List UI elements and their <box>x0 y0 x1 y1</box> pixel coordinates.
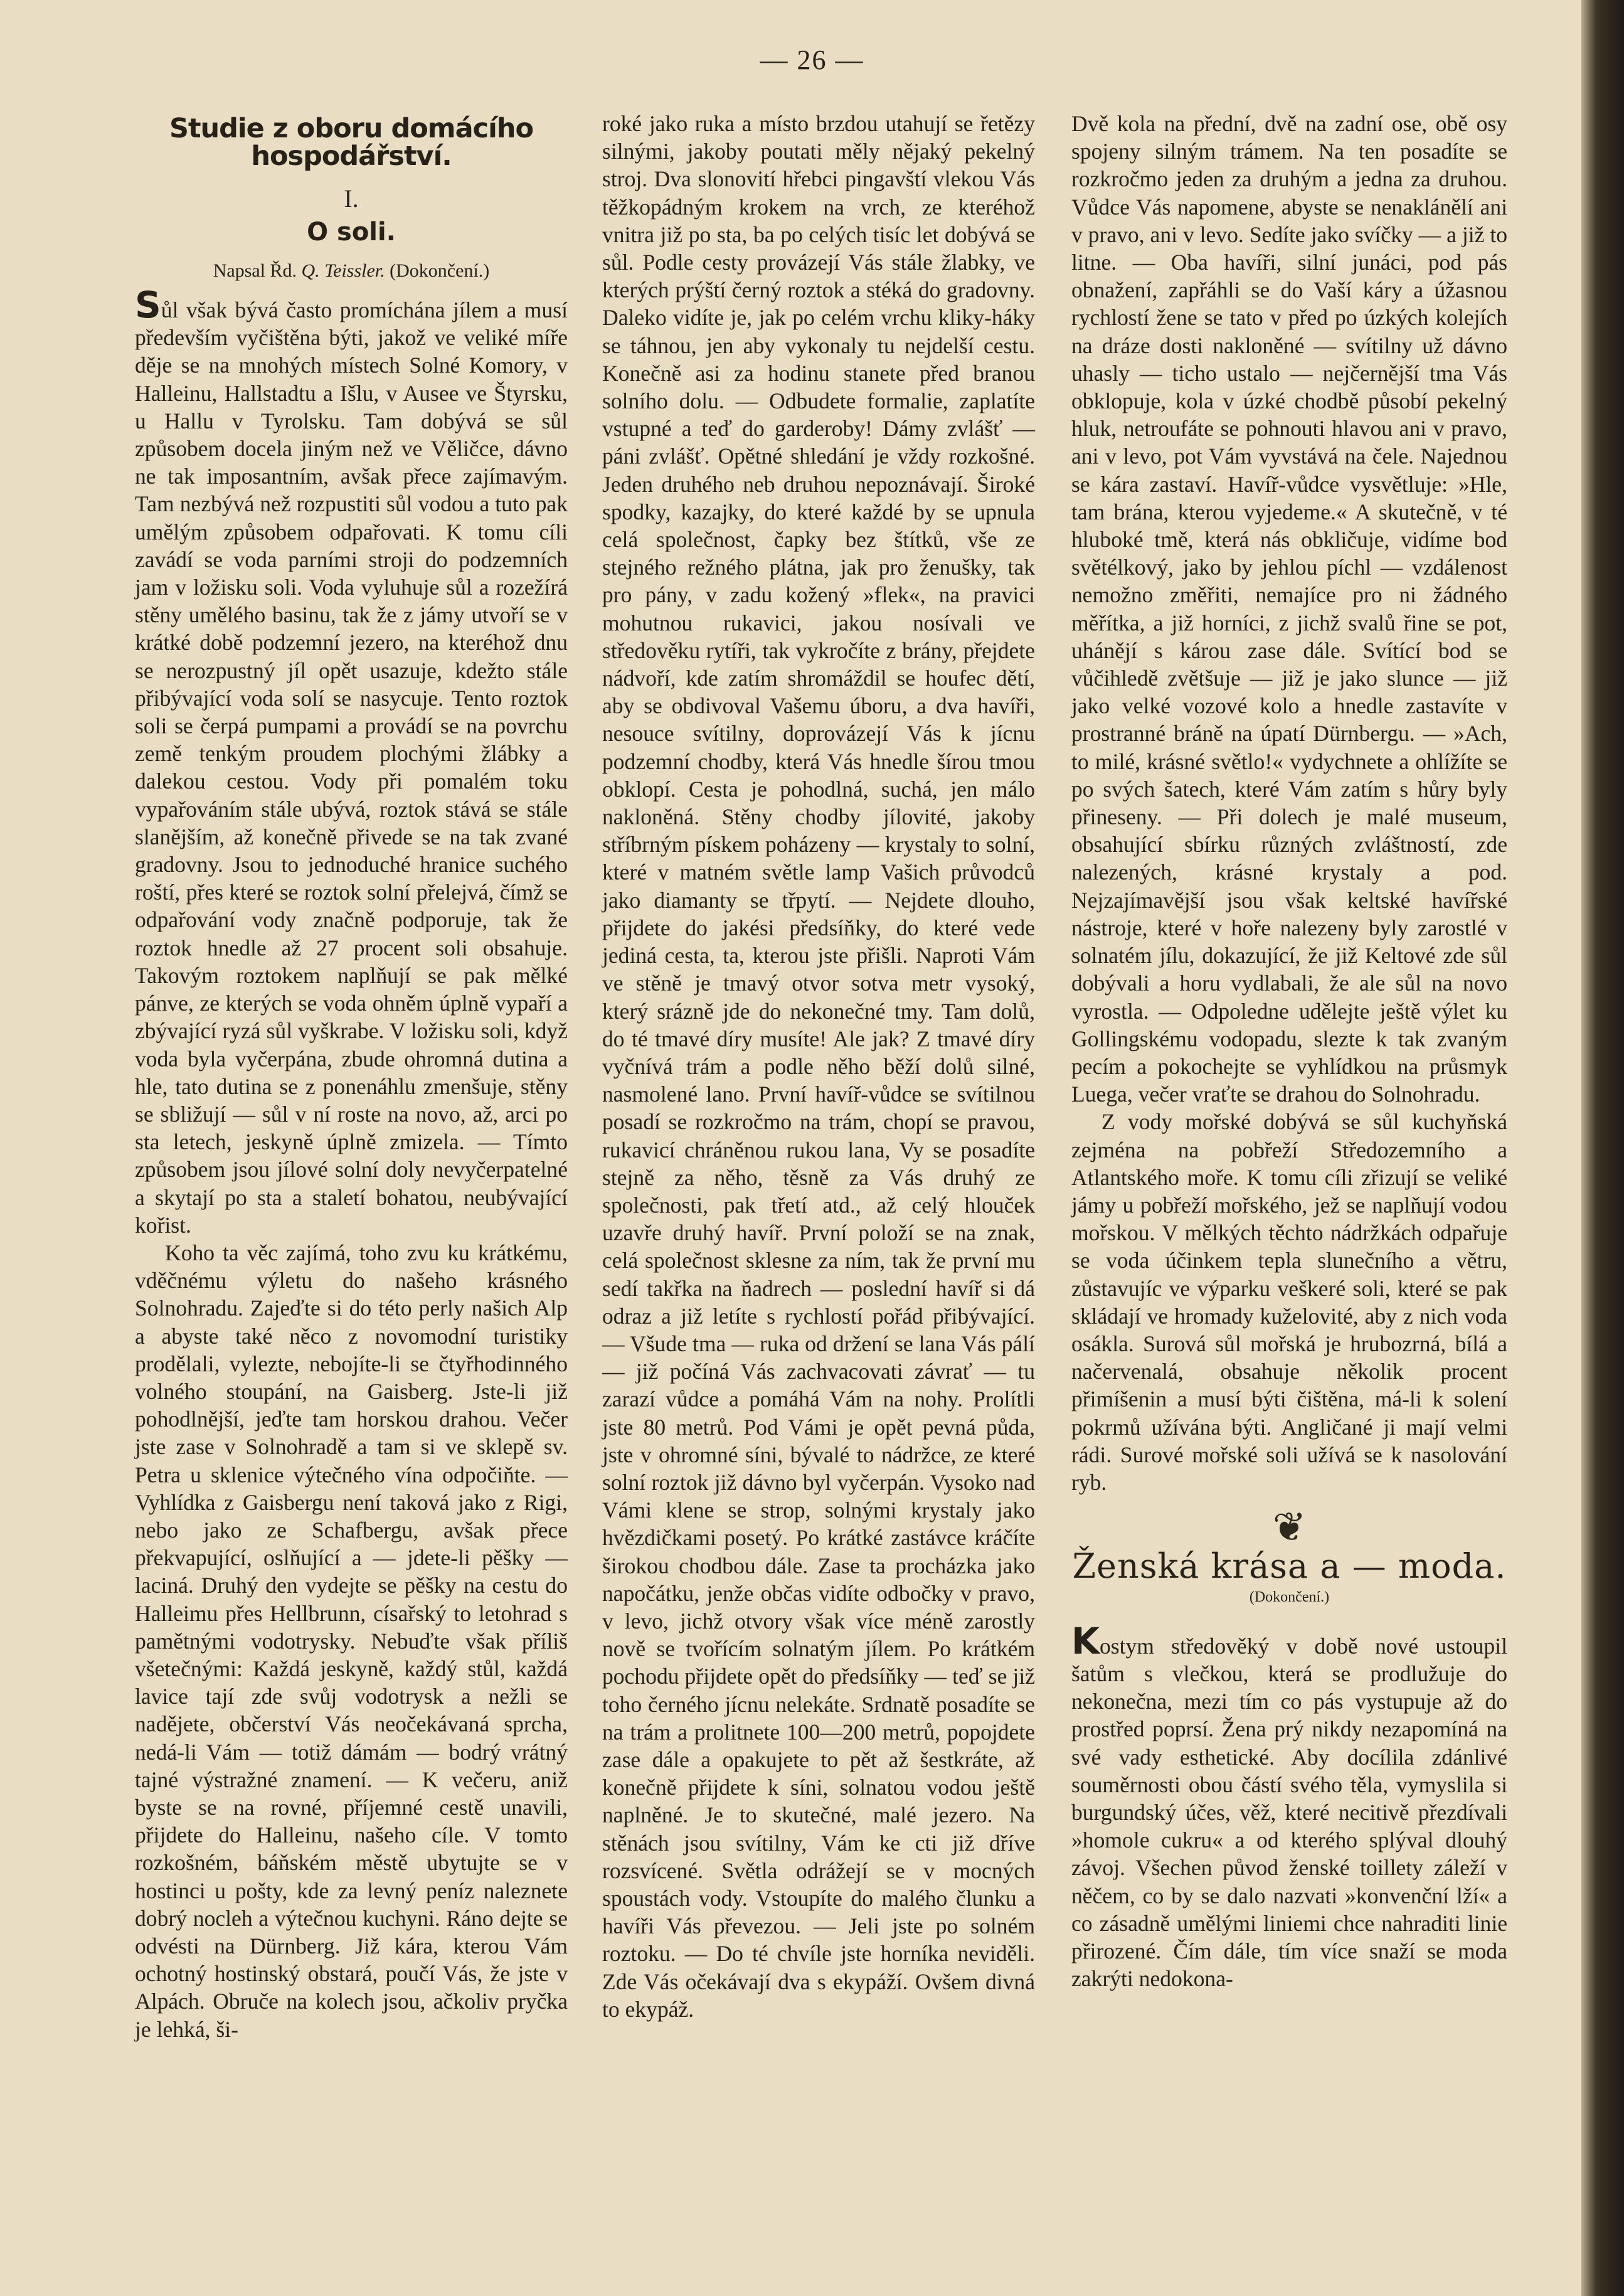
dropcap: S <box>135 284 161 327</box>
article-numeral: I. <box>344 184 359 213</box>
ornament-icon: ❦ <box>1272 1505 1307 1550</box>
dropcap: K <box>1071 1619 1100 1662</box>
paragraph: Dvě kola na přední, dvě na zadní ose, obě osy spojeny silným trámem. Na ten posadíte se rozkročmo jeden za druhým a jedna za druhou. Vůdce Vás napomene, abyste se nenaklánělí ani v pravo, ani v levo. Sedíte jako svíčky — a již to litne. — Oba havíři, silní junáci, pod pás obnažení, zapřáhli se do Vaší káry a úžasnou rychlostí žene se tato v před po úzkých kolejích na dráze dosti nakloněné — svítilny už dávno uhasly — ticho ustalo — nejčernější tma Vás obklopuje, kola v úzké chodbě působí pekelný hluk, netroufáte se pohnouti hlavou ani v pravo, ani v levo, pot Vám vyvstává na čele. Najednou se kára zastaví. Havíř-vůdce vysvětluje: »Hle, tam brána, kterou vyjedeme.« A skutečně, v té hluboké tmě, která nás obkličuje, vidíme bod světélkový, jako by jehlou píchl — vzdálenost nemožno změřiti, nemajíce pro ni žádného měřítka, a již horníci, z jichž svalů řine se pot, uhánějí s károu zase dále. Svítící bod se vůčihledě zvětšuje — již je jako slunce — již jako velké vozové kolo a hnedle zastavíte v prostranné bráně na úpatí Dürnbergu. — »Ach, to milé, krásné světlo!« vydychnete a ohlížíte se po svých šatech, které Vám zatím s hůry byly přineseny. — Při dolech je malé museum, obsahující sbírku různých zvláštností, zde nalezených, krásné krystaly a pod. Nejzajímavější jsou však keltské havířské nástroje, které v hoře nalezeny byly zarostlé v solnatém jílu, dokazující, že již Keltové zde sůl dobývali a horu vydlabali, že ale sůl na novo vyrostla. — Odpoledne udělejte ještě výlet ku Gollingskému vodopadu, slezte k tak zvaným pecím a pokochejte se vyhlídkou na průsmyk Luega, večer vraťte se drahou do Solnohradu. <box>1071 111 1507 1107</box>
paragraph: roké jako ruka a místo brzdou utahují se řetězy silnými, jakoby poutati měly nějaký pekelný stroj. Dva slonovití hřebci pingavští vlekou Vás těžkopádným krokem na vrch, ze kteréhož vnitra již po sta, ba po celých tisíc let dobývá se sůl. Podle cesty provázejí Vás stále žlabky, ve kterých prýští černý roztok a stéká do gradovny. Daleko vidíte je, jak po celém vrchu kliky-háky se táhnou, jen aby vykonaly tu nejdelší cestu. Konečně asi za hodinu stanete před branou solního dolu. — Odbudete formalie, zaplatíte vstupné a teď do garderoby! Dámy zvlášť — páni zvlášť. Opětné shledání je vždy rozkošné. Jeden druhého neb druhou nepoznávají. Široké spodky, kazajky, do které každé by se upnula celá společnost, čapky bez štítků, vše ze stejného režného plátna, jak pro ženušky, tak pro pány, v zadu kožený »flek«, na pravici mohutnou rukavici, jakou nosívali ve středověku rytíři, tak vykročíte z brány, přejdete nádvoří, kde zatím shromáždil se houfec dětí, aby se obdivoval Vašemu úboru, a dva havíři, nesouce svítilny, doprovázejí Vás k jícnu podzemní chodby, která Vás hnedle šírou tmou obklopí. Cesta je pohodlná, suchá, jen málo nakloněná. Stěny chodby jílovité, jakoby stříbrným pískem poházeny — krystaly to solní, které v matném světle lamp Vašich průvodců jako diamanty se třpytí. — Nejdete dlouho, přijdete do jakési předsíňky, do které vede jediná cesta, ta, kterou jste přišli. Naproti Vám ve stěně je tmavý otvor sotva metr vysoký, který srázně jde do nekonečné tmy. Tam dolů, do té tmavé díry musíte! Ale jak? Z tmavé díry vyčnívá trám a podle něho běží dolů silné, nasmolené lano. První havíř-vůdce se svítilnou posadí se rozkročmo na trám, chopí se pravou, rukavicí chráněnou rukou lana, Vy se posadíte stejně za něho, těsně za Vás druhý ze společnosti, pak třetí atd., až celý hlouček uzavře druhý havíř. První položí se na znak, celá společnost sklesne za ním, tak že první mu sedí takřka na ňadrech — poslední havíř si dá odraz a již letíte s rychlostí pořád přibývající. — Všude tma — ruka od držení se lana Vás pálí — již počíná Vás zachvacovati závrať — tu zarazí vůdce a pomáhá Vám na nohy. Prolítli jste 80 metrů. Pod Vámi je opět pevná půda, jste v ohromné síni, bývalé to nádržce, ze které solní roztok již dávno byl vyčerpán. Vysoko nad Vámi klene se strop, solnými krystaly jako hvězdičkami posetý. Po krátké zastávce kráčíte širokou chodbou dále. Zase ta procházka jako napočátku, jenže občas vidíte odbočky v pravo, v levo, jichž otvory však více méně zarostly nově se tvořícím solnatým jílem. Po krátkém pochodu přijdete opět do předsíňky — teď se již toho černého jícnu nelekáte. Srdnatě posadíte se na trám a prolitnete 100—200 metrů, popojdete zase dále a opakujete to pět až šestkráte, až konečně přijdete k síni, solnatou vodou ještě naplněné. Je to skutečné, malé jezero. Na stěnách jsou svítilny, Vám ke cti již dříve rozsvícené. Světla odrážejí se v mocných spoustách vody. Vstoupíte do malého člunku a havíři Vás převezou. — Jeli jste po solném roztoku. — Do té chvíle jste horníka neviděli. Zde Vás očekávají dva s ekypáží. Ovšem divná to ekypáž. <box>602 111 1035 2022</box>
byline-prefix: Napsal Řd. <box>213 260 302 281</box>
page-edge-shadow <box>1581 0 1624 2296</box>
column-1 <box>135 110 568 2043</box>
paragraph: Z vody mořské dobývá se sůl kuchyňská zejména na pobřeží Středozemního a Atlantského moře. K tomu cíli zřizují se veliké jámy u pobřeží mořského, jež se naplňují vodou mořskou. V mělkých těchto nádržkách odpařuje se voda účinkem tepla slunečního a větru, zůstavujíc ve výparku veškeré soli, které se pak skládají ve hromady kuželovité, aby z nich voda osákla. Surová sůl mořská je hrubozrná, bílá a načervenalá, obsahuje několik procent přimíšenin a musí býti čištěna, má-li k solení pokrmů užívána býti. Angličané ji mají velmi rádi. Surové mořské soli užívá se k nasolování ryb. <box>1071 1109 1507 1495</box>
section-title: Studie z oboru domácího hospodářství. <box>169 113 533 173</box>
page-number: — 26 — <box>760 45 864 75</box>
paragraph <box>1071 1619 1507 1993</box>
column-2 <box>602 110 1035 2023</box>
article-subtitle: O soli. <box>307 217 396 247</box>
paragraph <box>135 284 568 1239</box>
byline <box>135 257 568 285</box>
article2-title: Ženská krása a — moda. <box>1072 1546 1507 1586</box>
byline-suffix: (Dokončení.) <box>385 260 490 281</box>
paragraph: Koho ta věc zajímá, toho zvu ku krátkému, vděčnému výletu do našeho krásného Solnohradu. Zajeďte si do této perly našich Alp a abyste také něco z novomodní turistiky prodělali, vylezte, nebojíte-li se čtyřhodinného volného stoupání, na Gaisberg. Jste-li již pohodlnější, jeďte tam horskou drahou. Večer jste zase v Solnohradě a tam si ve sklepě sv. Petra u sklenice výtečného vína odpočiňte. — Vyhlídka z Gaisbergu není taková jako z Rigi, nebo jako ze Schafbergu, avšak přece překvapující, oslňující a — jdete-li pěšky — laciná. Druhý den vydejte se pěšky na cestu do Halleimu přes Hellbrunn, císařský to letohrad s pamětnými vodotrysky. Nebuďte však příliš všetečnými: Každá jeskyně, každý stůl, každá lavice tají zde svůj vodotrysk a nežli se nadějete, občerství Vás neočekávaná sprcha, nedá-li Vám — totiž dámám — bodrý vrátný tajné výstražné znamení. — K večeru, aniž byste se na rovné, příjemné cestě unavili, přijdete do Halleinu, našeho cíle. V tomto rozkošném, báňském městě ubytujte se v hostinci u pošty, kde za levný peníz naleznete dobrý nocleh a výtečnou kuchyni. Ráno dejte se odvésti na Dürnberg. Již kára, kterou Vám ochotný hostinský obstará, poučí Vás, že jste v Alpách. Obruče na kolech jsou, ačkoliv pryčka je lehká, ši- <box>135 1240 568 2042</box>
byline-author: Q. Teissler. <box>301 260 385 281</box>
column-3 <box>1071 110 1507 1992</box>
paragraph-text: ůl však bývá často promíchána jílem a musí především vyčištěna býti, jakož ve veliké míře děje se na mnohých místech Solné Komory, v Halleinu, Hallstadtu a Išlu, v Ausee ve Štyrsku, u Hallu v Tyrolsku. Tam dobývá se sůl způsobem docela jiným než ve Věličce, dávno ne tak imposantním, avšak přece zajímavým. Tam nezbývá než rozpustiti sůl vodou a tuto pak umělým způsobem odpařovati. K tomu cíli zavádí se voda parními stroji do podzemních jam v ložisku soli. Voda vyluhuje sůl a rozežírá stěny umělého basinu, tak že z jámy utvoří se v krátké době podzemní jezero, na kteréhož dnu se nerozpustný jíl opět usazuje, kdežto stále přibývající voda solí se nasycuje. Tento roztok soli se čerpá pumpami a provádí se na povrchu země tenkým proudem plochými žlábky a dalekou cestou. Vody při pomalém toku vypařováním stále ubývá, roztok stává se stále slanějším, až konečně přivede se na tak zvané gradovny. Jsou to jednoduché hranice suchého roští, přes které se roztok solní přelejvá, čímž se odpařování vody značně podporuje, tak že roztok hnedle až 27 procent soli obsahuje. Takovým roztokem naplňují se pak mělké pánve, ze kterých se voda ohněm úplně vypaří a zbývající ryzá sůl vyškrabe. V ložisku soli, když voda byla vyčerpána, zbude ohromná dutina a hle, tato dutina se z ponenáhlu zmenšuje, stěny se sbližují — sůl v ní roste na novo, až, arci po sta letech, jeskyně úplně zmizela. — Tímto způsobem jsou jílové solní doly nevyčerpatelné a skytají po sta a staletí bohatou, neubývající kořist. <box>135 297 568 1238</box>
article2-note: (Dokončení.) <box>1249 1588 1330 1605</box>
paragraph-text: ostym středověký v době nové ustoupil šatům s vlečkou, která se prodlužuje do nekonečna, mezi tím co pás vystupuje až do prostřed poprsí. Žena prý nikdy nezapomíná na své vady esthetické. Aby docílila zdánlivé souměrnosti obou částí svého těla, vymyslila si burgundský účes, věž, které necitivě přezdívali »homole cukru« a od kterého splýval dlouhý závoj. Všechen původ ženské toillety záleží v něčem, co by se dalo nazvati »konvenční lží« a co zásadně umělými liniemi chce nahraditi linie přirozené. Čím dále, tím více snaží se moda zakrýti nedokona- <box>1071 1633 1507 1992</box>
